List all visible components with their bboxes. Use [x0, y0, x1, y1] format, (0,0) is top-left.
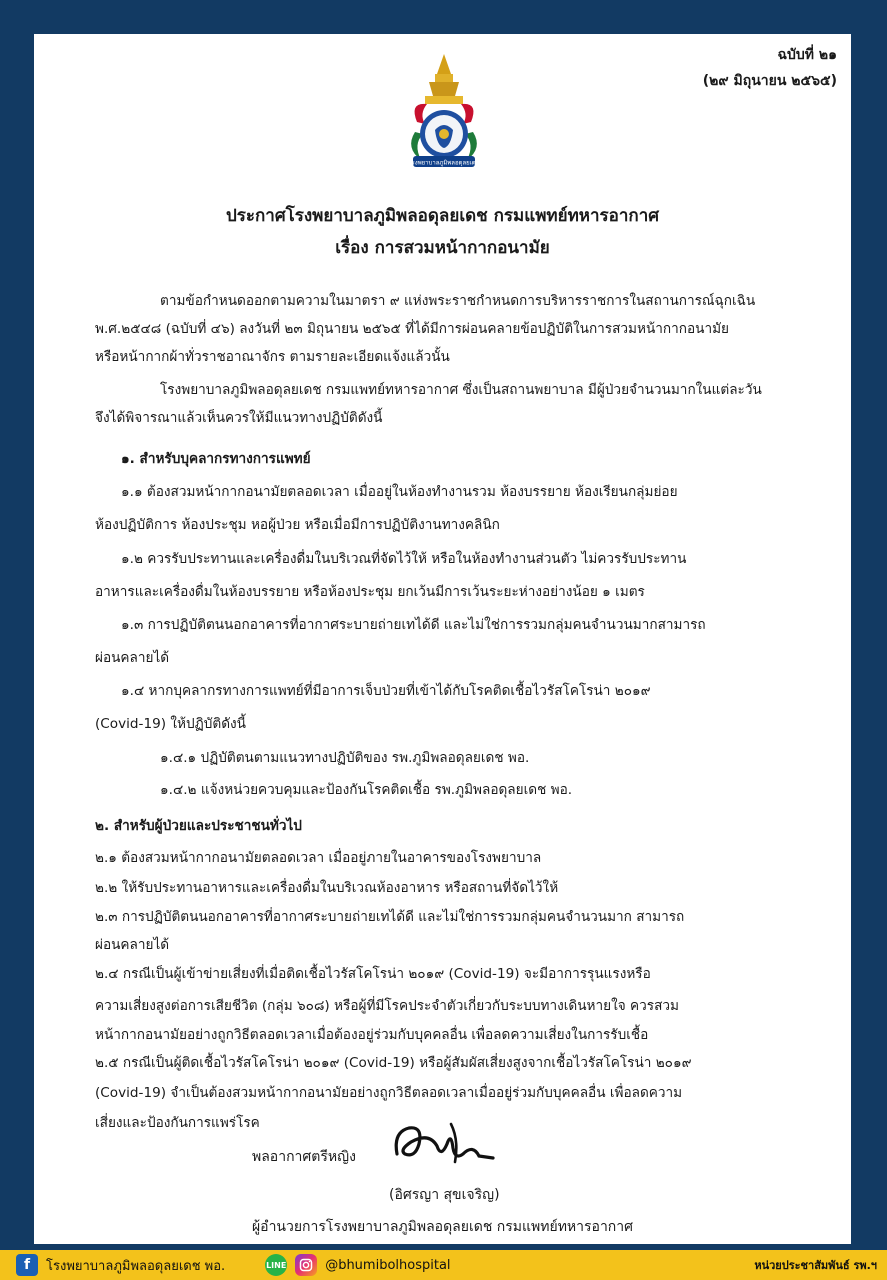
text-line: ๑.๑ ต้องสวมหน้ากากอนามัยตลอดเวลา เมื่ออยู่ในห้องทำงานรวม ห้องบรรยาย ห้องเรียนกลุ่มย่อย [121, 484, 678, 500]
announcement-sheet [34, 34, 851, 1244]
section-heading-2: ๒. สำหรับผู้ป่วยและประชาชนทั่วไป [95, 818, 302, 834]
hospital-crest-emblem [399, 52, 489, 177]
footer-bar [0, 1250, 887, 1280]
text-line: ความเสี่ยงสูงต่อการเสียชีวิต (กลุ่ม ๖๐๘) หรือผู้ที่มีโรคประจำตัวเกี่ยวกับระบบทางเดินหายใจ ควรสวม [95, 998, 679, 1014]
text-line: ห้องปฏิบัติการ ห้องประชุม หอผู้ป่วย หรือเมื่อมีการปฏิบัติงานทางคลินิก [95, 517, 500, 533]
signer-position: ผู้อำนวยการโรงพยาบาลภูมิพลอดุลยเดช กรมแพทย์ทหารอากาศ [251, 1219, 634, 1235]
instagram-icon[interactable] [295, 1254, 317, 1276]
text-line: ๒.๒ ให้รับประทานอาหารและเครื่องดื่มในบริเวณห้องอาหาร หรือสถานที่จัดไว้ให้ [95, 880, 559, 896]
instagram-handle[interactable]: @bhumibolhospital [325, 1257, 451, 1273]
text-line: อาหารและเครื่องดื่มในห้องบรรยาย หรือห้องประชุม ยกเว้นมีการเว้นระยะห่างอย่างน้อย ๑ เมตร [95, 584, 645, 600]
text-line: ผ่อนคลายได้ [95, 937, 170, 953]
text-line: พ.ศ.๒๕๔๘ (ฉบับที่ ๔๖) ลงวันที่ ๒๓ มิถุนายน ๒๕๖๕ ที่ได้มีการผ่อนคลายข้อปฏิบัติในการสวมหน้ากากอนามัย [95, 321, 730, 337]
signer-name: (อิศรญา สุขเจริญ) [389, 1187, 500, 1203]
text-line: ๑.๒ ควรรับประทานและเครื่องดื่มในบริเวณที่จัดไว้ให้ หรือในห้องทำงานส่วนตัว ไม่ควรรับประทาน [121, 551, 687, 567]
issue-number: ฉบับที่ ๒๑ [777, 47, 837, 63]
text-line: จึงได้พิจารณาแล้วเห็นควรให้มีแนวทางปฏิบัติดังนี้ [95, 410, 383, 426]
text-line: (Covid-19) จำเป็นต้องสวมหน้ากากอนามัยอย่างถูกวิธีตลอดเวลาเมื่ออยู่ร่วมกับบุคคลอื่น เพื่อลดความ [95, 1085, 683, 1101]
text-line: ๑.๔.๒ แจ้งหน่วยควบคุมและป้องกันโรคติดเชื้อ รพ.ภูมิพลอดุลยเดช พอ. [160, 782, 573, 798]
line-icon[interactable]: LINE [265, 1254, 287, 1276]
issue-date: (๒๙ มิถุนายน ๒๕๖๕) [702, 73, 837, 89]
text-line: หน้ากากอนามัยอย่างถูกวิธีตลอดเวลาเมื่อต้องอยู่ร่วมกับบุคคลอื่น เพื่อลดความเสี่ยงในการรับเชื้อ [95, 1027, 649, 1043]
text-line: ตามข้อกำหนดออกตามความในมาตรา ๙ แห่งพระราชกำหนดการบริหารราชการในสถานการณ์ฉุกเฉิน [160, 293, 756, 309]
signature-block [34, 1106, 851, 1246]
handwritten-signature [389, 1114, 499, 1172]
text-line: ๑.๔ หากบุคลากรทางการแพทย์ที่มีอาการเจ็บป่วยที่เข้าได้กับโรคติดเชื้อไวรัสโคโรน่า ๒๐๑๙ [121, 683, 651, 699]
text-line: ๒.๔ กรณีเป็นผู้เข้าข่ายเสี่ยงที่เมื่อติดเชื้อไวรัสโคโรน่า ๒๐๑๙ (Covid-19) จะมีอาการรุนแรงหรือ [95, 966, 651, 982]
announcement-title [34, 200, 851, 264]
text-line: (Covid-19) ให้ปฏิบัติดังนี้ [95, 716, 246, 732]
issue-info [703, 42, 837, 94]
pr-unit-label: หน่วยประชาสัมพันธ์ รพ.ฯ [754, 1259, 877, 1272]
logo-text: โรงพยาบาลภูมิพลอดุลยเดช [408, 159, 480, 167]
title-line-2: เรื่อง การสวมหน้ากากอนามัย [335, 238, 550, 258]
text-line: ๒.๕ กรณีเป็นผู้ติดเชื้อไวรัสโคโรน่า ๒๐๑๙ (Covid-19) หรือผู้สัมผัสเสี่ยงสูงจากเชื้อไวรัสโคโรน่า ๒๐๑๙ [95, 1055, 692, 1071]
facebook-icon[interactable]: f [16, 1254, 38, 1276]
text-line: ผ่อนคลายได้ [95, 650, 170, 666]
title-line-1: ประกาศโรงพยาบาลภูมิพลอดุลยเดช กรมแพทย์ทหารอากาศ [225, 206, 660, 226]
text-line: ๑.๔.๑ ปฏิบัติตนตามแนวทางปฏิบัติของ รพ.ภูมิพลอดุลยเดช พอ. [160, 750, 530, 766]
text-line: หรือหน้ากากผ้าทั่วราชอาณาจักร ตามรายละเอียดแจ้งแล้วนั้น [95, 349, 450, 365]
facebook-page-link[interactable]: โรงพยาบาลภูมิพลอดุลยเดช พอ. [46, 1258, 226, 1274]
section-heading-1: ๑. สำหรับบุคลากรทางการแพทย์ [121, 451, 311, 467]
text-line: ๑.๓ การปฏิบัติตนนอกอาคารที่อากาศระบายถ่ายเทได้ดี และไม่ใช่การรวมกลุ่มคนจำนวนมากสามารถ [121, 617, 706, 633]
signer-rank: พลอากาศตรีหญิง [252, 1149, 356, 1165]
text-line: เสี่ยงและป้องกันการแพร่โรค [95, 1115, 260, 1131]
text-line: ๒.๓ การปฏิบัติตนนอกอาคารที่อากาศระบายถ่ายเทได้ดี และไม่ใช่การรวมกลุ่มคนจำนวนมาก สามารถ [95, 909, 685, 925]
text-line: โรงพยาบาลภูมิพลอดุลยเดช กรมแพทย์ทหารอากาศ ซึ่งเป็นสถานพยาบาล มีผู้ป่วยจำนวนมากในแต่ละวัน [160, 382, 762, 398]
text-line: ๒.๑ ต้องสวมหน้ากากอนามัยตลอดเวลา เมื่ออยู่ภายในอาคารของโรงพยาบาล [95, 850, 542, 866]
